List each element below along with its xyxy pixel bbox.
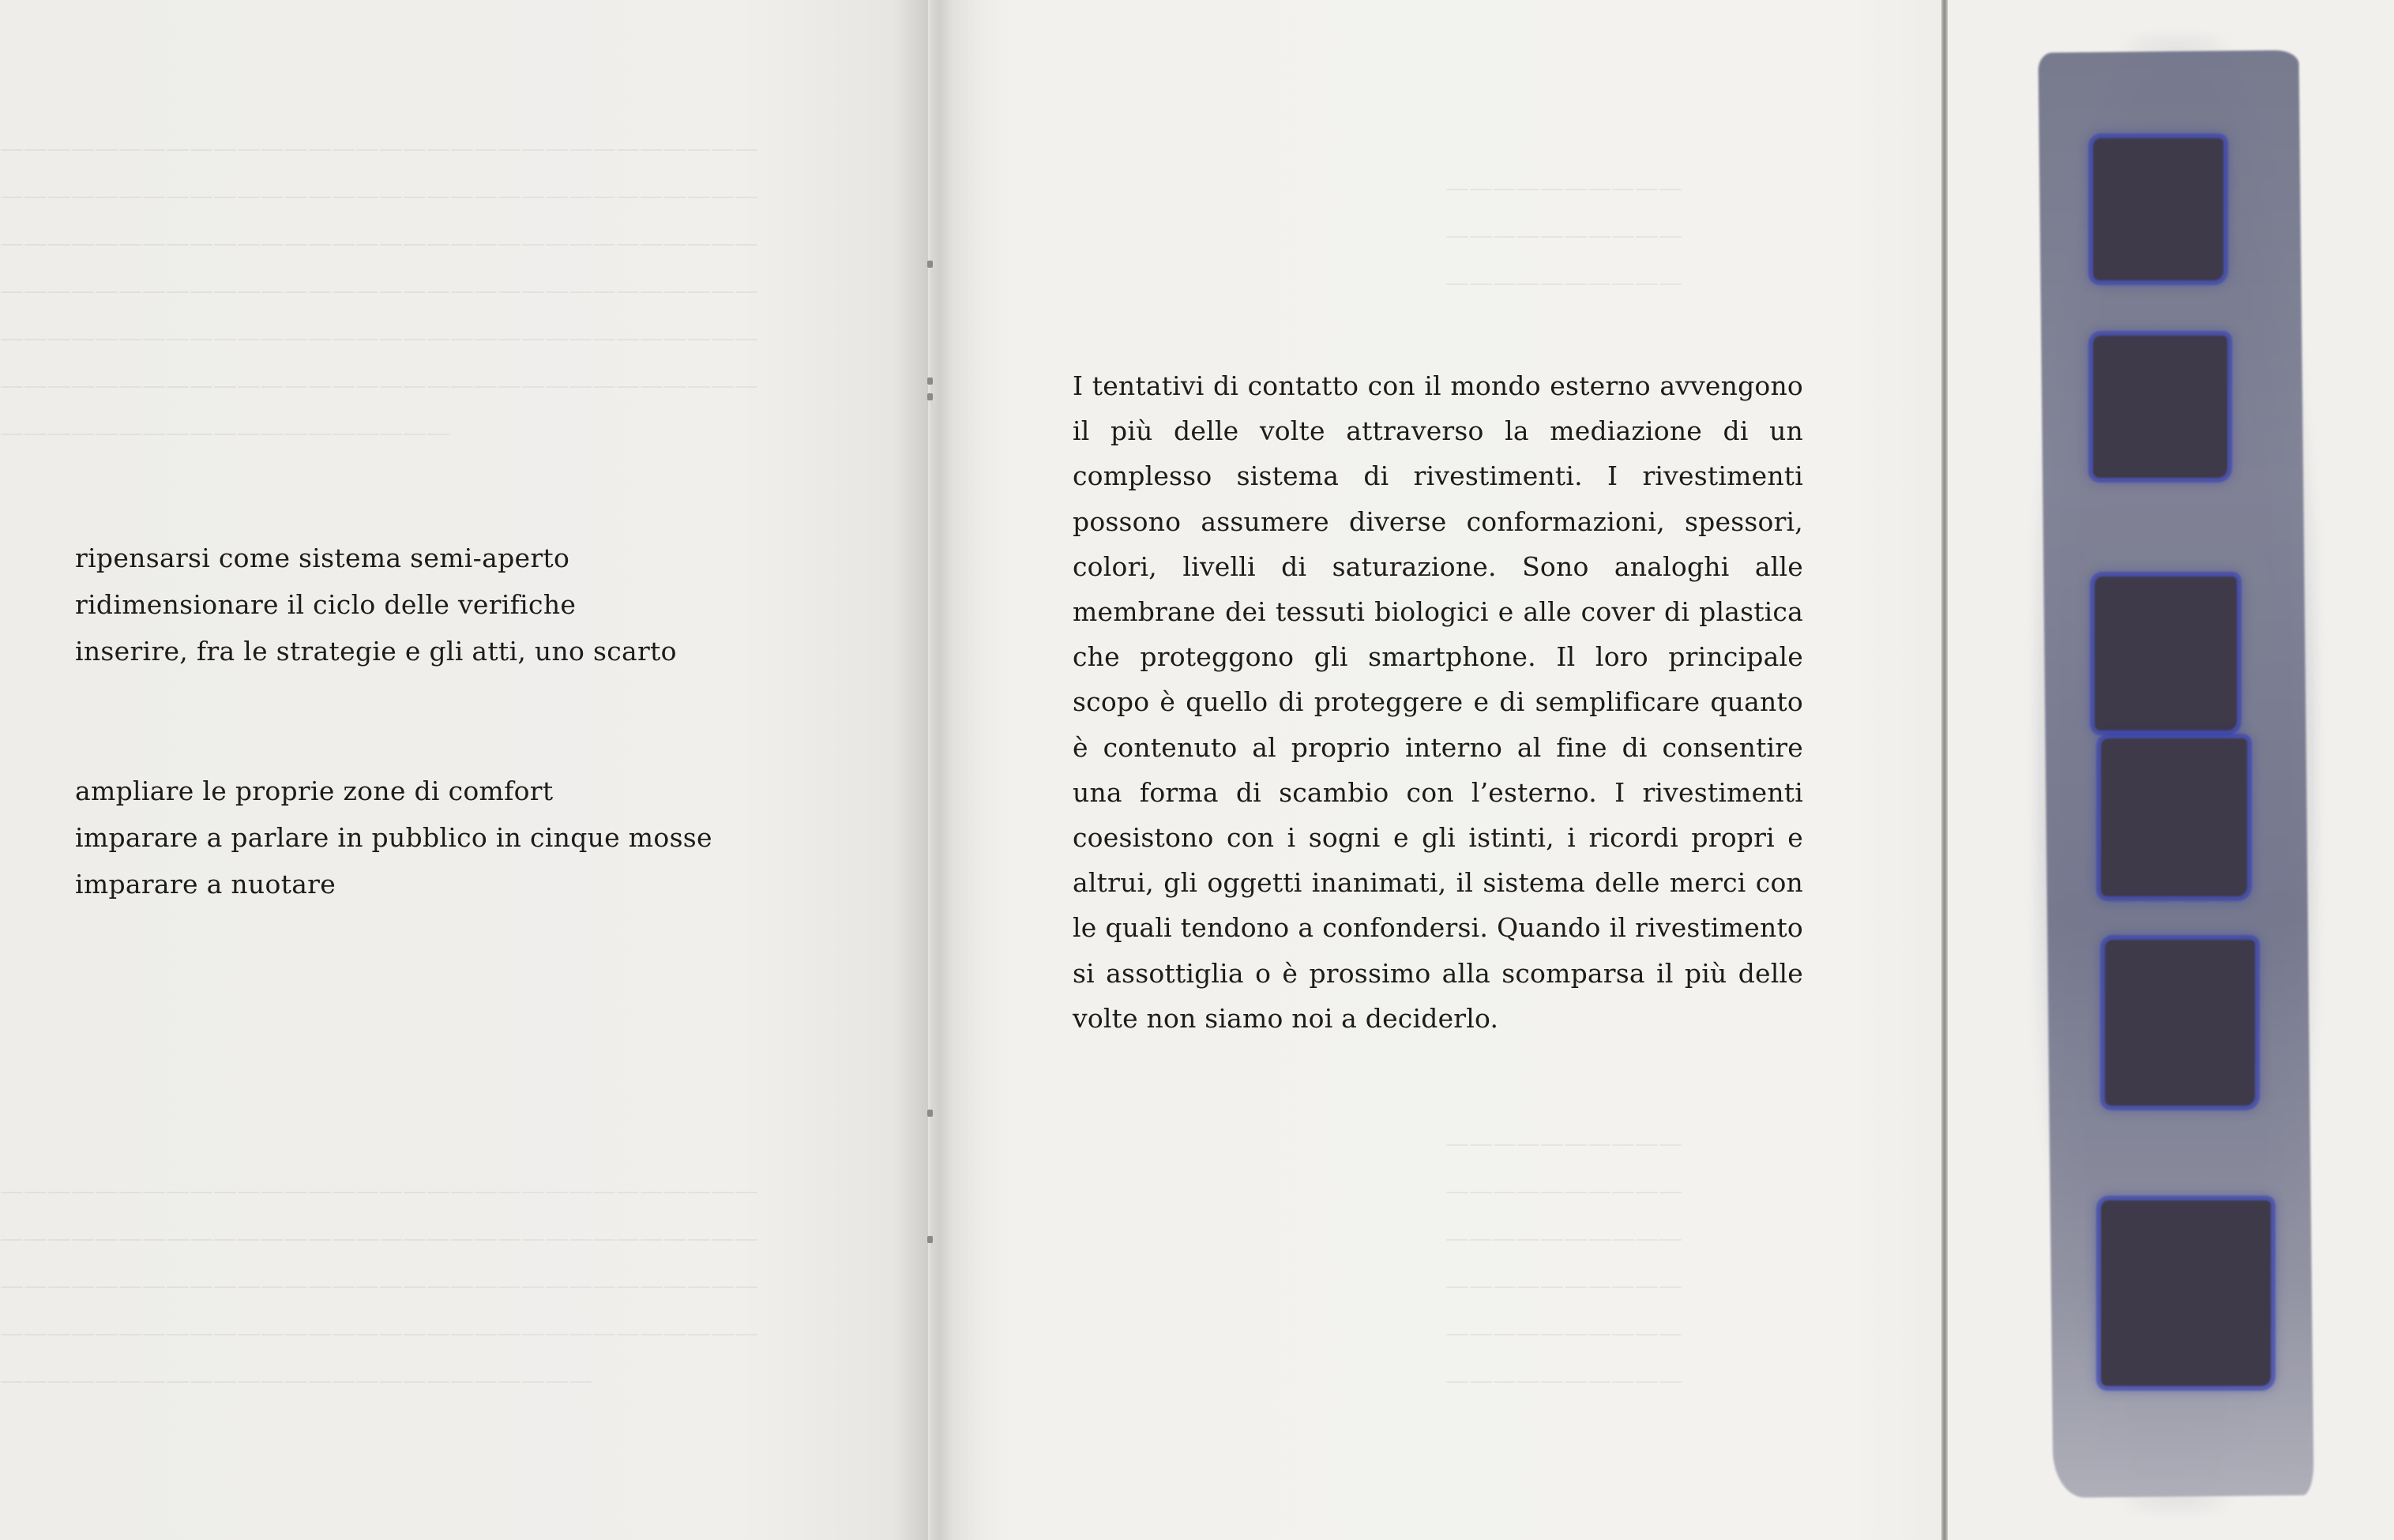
binding-stitch: [927, 261, 933, 268]
stanza-2: [75, 768, 712, 907]
book-spread: ———————————————————————————————— ———————————————————————————————— ———————————————————————————————— ———————————————————————————————— ———————————————————————————————— ———————————————————————————————— ——————————————————— ———————————————————————————————— ———————————————————————————————— ———————————————————————————————— ———————————————————————————————— ————————————————————————— ripensarsi come sistema semi-aperto ridimensionare il ciclo delle verifiche inserire, fra le strategie e gli atti, uno scarto ampliare le proprie zone di comfort imparare a parlare in pubblico in cinque mosse imparare a nuotare —————————— —————————— —————————— —————————— —————————— —————————— —————————— —————————— —————————— I tentativi di contatto con il mondo esterno avvengono il più delle volte attraverso la mediazione di un complesso sistema di rivestimenti. I rivestimenti possono assumere diverse conformazioni, spessori, colori, livelli di saturazione. Sono analoghi alle membrane dei tessuti biologici e alle cover di plastica che proteggono gli smartphone. Il loro principale scopo è quello di proteggere e di semplificare quanto è contenuto al proprio interno al fine di consentire una forma di scambio con l’esterno. I rivestimenti coesistono con i sogni e gli istinti, i ricordi propri e altrui, gli oggetti inanimati, il sistema delle merci con le quali tendono a confondersi. Quando il rivestimento si assottiglia o è prossimo alla scomparsa il più delle volte non siamo noi a deciderlo.: [0, 0, 2394, 1540]
verse-line: ampliare le proprie zone di comfort: [75, 776, 554, 806]
body-paragraph: I tentativi di contatto con il mondo esterno avvengono il più delle volte attraverso la mediazione di un complesso sistema di rivestimenti. I rivestimenti possono assumere diverse conformazioni, spessori, colori, livelli di saturazione. Sono analoghi alle membrane dei tessuti biologici e alle cover di plastica che proteggono gli smartphone. Il loro principale scopo è quello di proteggere e di semplificare quanto è contenuto al proprio interno al fine di consentire una forma di scambio con l’esterno. I rivestimenti coesistono con i sogni e gli istinti, i ricordi propri e altrui, gli oggetti inanimati, il sistema delle merci con le quali tendono a confondersi. Quando il rivestimento si assottiglia o è prossimo alla scomparsa il più delle volte non siamo noi a deciderlo.: [1073, 370, 1803, 1034]
binding-stitch: [927, 1110, 933, 1117]
ink-square: [2095, 577, 2237, 731]
ink-square: [2093, 336, 2227, 478]
verse-line: ripensarsi come sistema semi-aperto: [75, 543, 570, 573]
ink-square: [2093, 138, 2223, 280]
verse-line: imparare a parlare in pubblico in cinque mosse: [75, 822, 712, 853]
binding-stitch: [927, 377, 933, 385]
stanza-1: [75, 535, 677, 674]
foldout-edge: [1941, 0, 1948, 1540]
ink-square: [2105, 940, 2255, 1106]
binding-stitch: [927, 393, 933, 400]
ink-square: [2101, 1200, 2271, 1386]
gutter-shadow: [896, 0, 983, 1540]
verse-line: inserire, fra le strategie e gli atti, uno scarto: [75, 636, 677, 667]
verse-line: ridimensionare il ciclo delle verifiche: [75, 589, 577, 620]
ink-square: [2101, 738, 2247, 896]
binding-stitch: [927, 1236, 933, 1243]
verse-line: imparare a nuotare: [75, 869, 336, 900]
